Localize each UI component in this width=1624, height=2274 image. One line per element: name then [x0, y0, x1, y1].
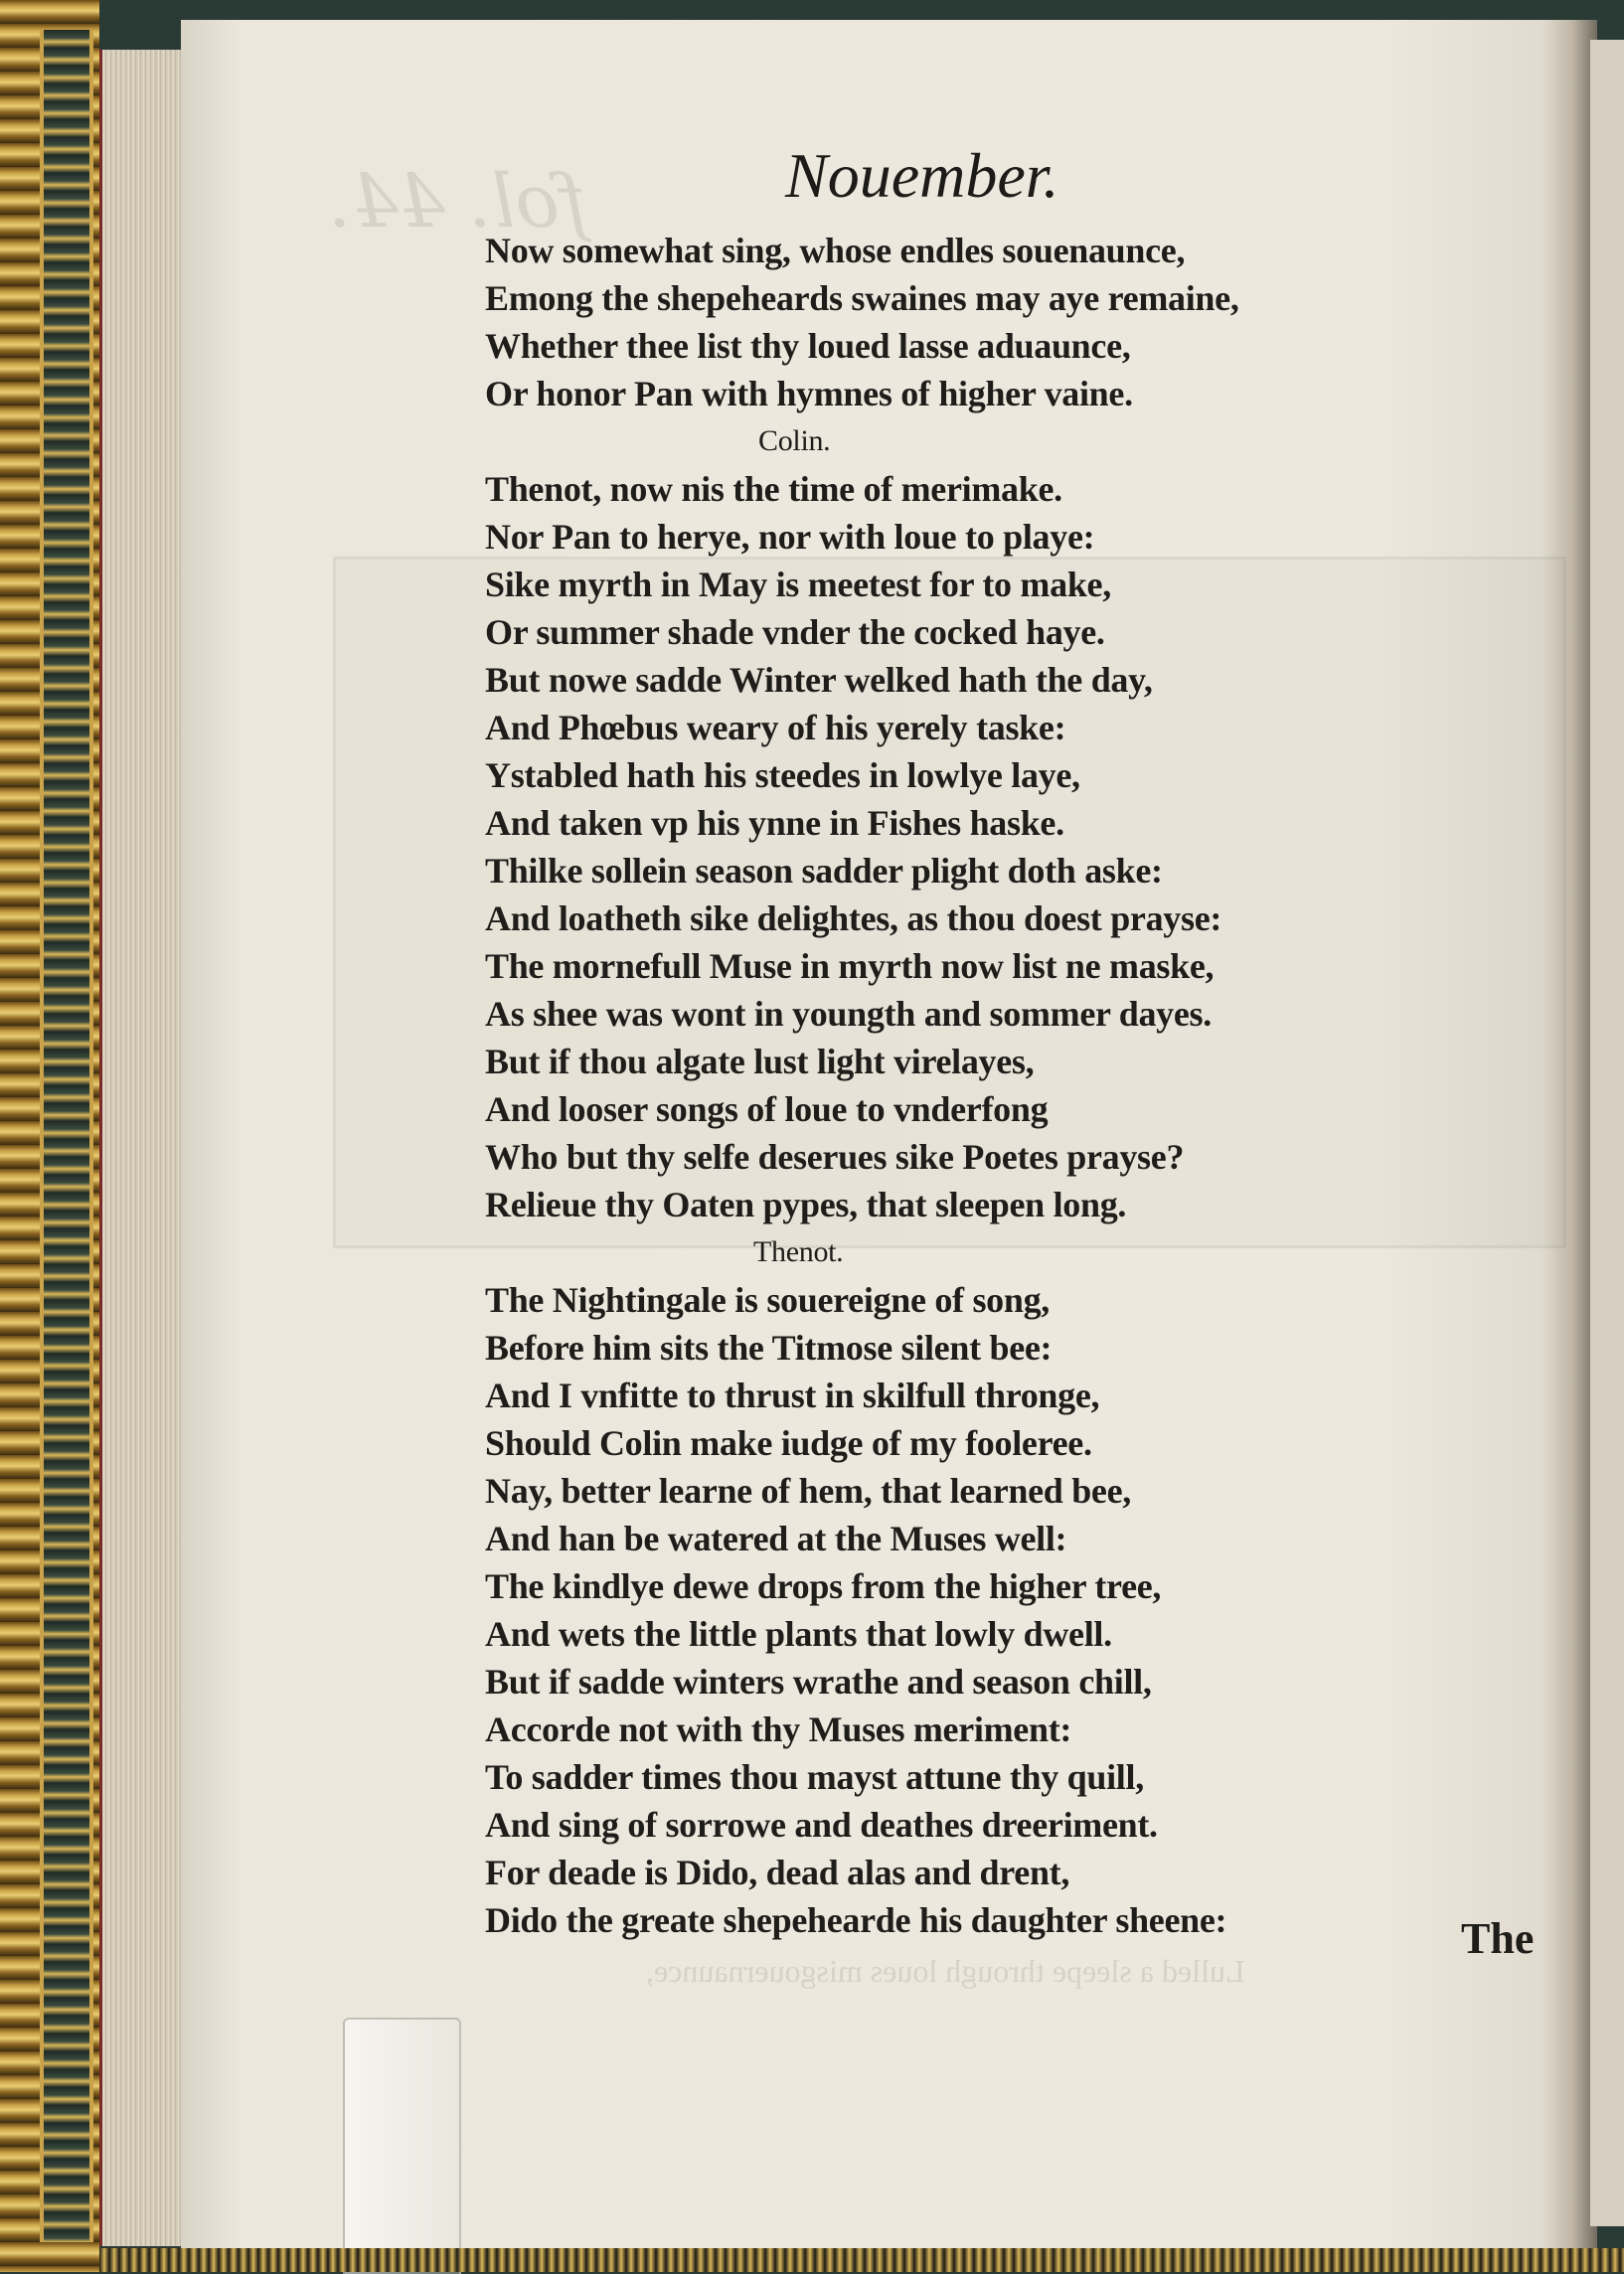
verse-line: And wets the little plants that lowly dwell.	[485, 1614, 1112, 1654]
verse-line: Should Colin make iudge of my fooleree.	[485, 1423, 1092, 1463]
verse-line: Sike myrth in May is meetest for to make,	[485, 565, 1111, 604]
verse-line: Emong the shepeheards swaines may aye remaine,	[485, 278, 1239, 318]
verse-line: Now somewhat sing, whose endles souenaunce,	[485, 231, 1186, 270]
verse-line: And han be watered at the Muses well:	[485, 1519, 1067, 1558]
verse-line: Who but thy selfe deserues sike Poetes prayse?	[485, 1137, 1185, 1177]
verse-line: Relieue thy Oaten pypes, that sleepen long.	[485, 1185, 1127, 1224]
show-through-folio: fol. 44.	[328, 159, 587, 244]
verse-line: And taken vp his ynne in Fishes haske.	[485, 803, 1064, 843]
speaker-name	[485, 1228, 1239, 1276]
verse-line: Or summer shade vnder the cocked haye.	[485, 612, 1105, 652]
gilt-bottom-edge	[99, 2248, 1624, 2272]
speaker-name	[485, 417, 1239, 465]
verse-line: To sadder times thou mayst attune thy quill,	[485, 1757, 1144, 1797]
show-through-footer: Lulled a sleepe through loues misgouernaunce,	[646, 1953, 1245, 1989]
verse-line: Dido the greate shepehearde his daughter sheene:	[485, 1900, 1227, 1940]
verse-block	[485, 227, 1239, 1944]
verse-line: The mornefull Muse in myrth now list ne maske,	[485, 946, 1215, 986]
verse-line: And looser songs of loue to vnderfong	[485, 1089, 1049, 1129]
month-heading: Nouember.	[785, 140, 1059, 211]
verse-line: The kindlye dewe drops from the higher tree,	[485, 1566, 1162, 1606]
verse-line: But if sadde winters wrathe and season chill,	[485, 1662, 1152, 1702]
facing-page-edge	[1590, 40, 1624, 2226]
verse-line: Thenot, now nis the time of merimake.	[485, 469, 1062, 509]
verse-line: But nowe sadde Winter welked hath the day,	[485, 660, 1153, 700]
verse-line: Before him sits the Titmose silent bee:	[485, 1328, 1053, 1368]
gilt-pattern	[40, 30, 93, 2242]
page-edges	[99, 50, 184, 2246]
catchword: The	[1461, 1914, 1535, 1963]
verse-line: Whether thee list thy loued lasse aduaunce,	[485, 326, 1131, 366]
verse-line: Accorde not with thy Muses meriment:	[485, 1709, 1072, 1749]
verse-line: As shee was wont in youngth and sommer dayes.	[485, 994, 1212, 1034]
verse-line: And loatheth sike delightes, as thou doest prayse:	[485, 898, 1222, 938]
archival-tab	[343, 2018, 461, 2274]
verse-line: Or honor Pan with hymnes of higher vaine.	[485, 374, 1133, 413]
verse-line: And I vnfitte to thrust in skilfull thronge,	[485, 1376, 1100, 1415]
verse-line: Nor Pan to herye, nor with loue to playe:	[485, 517, 1095, 557]
speaker-label: Colin.	[758, 424, 831, 457]
gilt-spine-edge	[0, 0, 99, 2272]
verse-line: For deade is Dido, dead alas and drent,	[485, 1853, 1070, 1892]
verse-line: Nay, better learne of hem, that learned bee,	[485, 1471, 1131, 1511]
verse-line: Ystabled hath his steedes in lowlye laye,	[485, 755, 1080, 795]
verse-line: But if thou algate lust light virelayes,	[485, 1042, 1035, 1081]
speaker-label: Thenot.	[753, 1235, 844, 1268]
verse-line: And sing of sorrowe and deathes dreeriment.	[485, 1805, 1158, 1845]
verse-line: And Phœbus weary of his yerely taske:	[485, 708, 1066, 747]
verse-line: The Nightingale is souereigne of song,	[485, 1280, 1050, 1320]
verse-line: Thilke sollein season sadder plight doth aske:	[485, 851, 1163, 891]
